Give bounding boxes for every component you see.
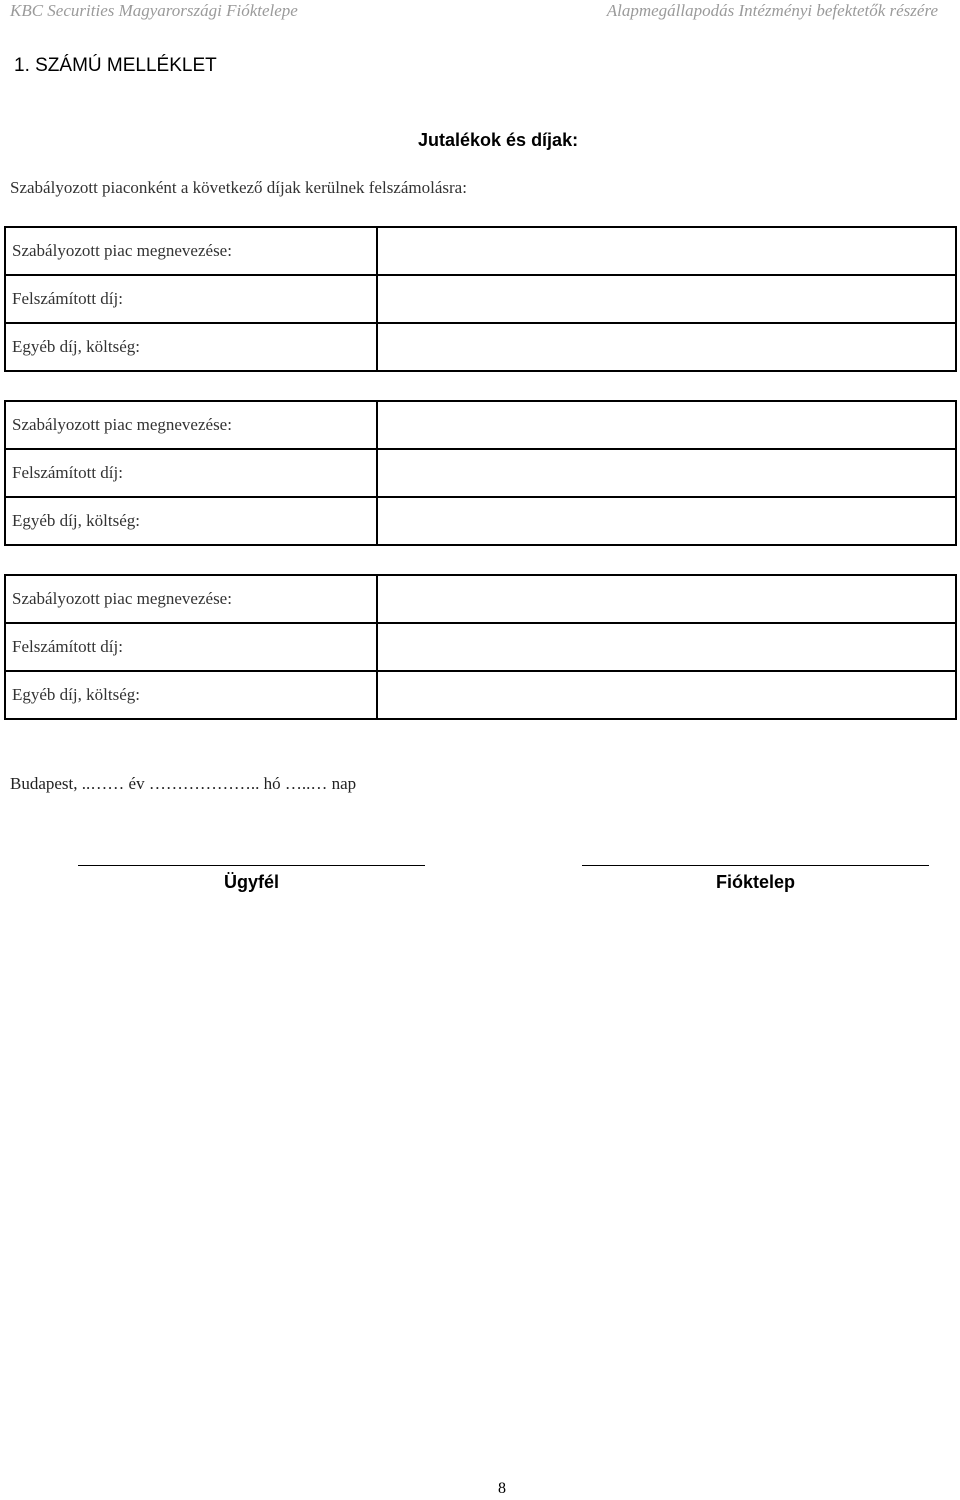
market-name-field[interactable]: [377, 227, 956, 275]
table-row: [5, 275, 956, 323]
other-fee-label: Egyéb díj, költség:: [5, 671, 377, 719]
table-row: [5, 401, 956, 449]
branch-signature-block: [582, 865, 929, 893]
place-date-line: Budapest, ..…… év ……………….. hó …..… nap: [10, 774, 357, 793]
branch-signature-label: Fióktelep: [715, 872, 795, 892]
charged-fee-field[interactable]: [377, 449, 956, 497]
charged-fee-label: Felszámított díj:: [5, 623, 377, 671]
table-row: [5, 227, 956, 275]
client-signature-line: [78, 865, 425, 866]
table-row: [5, 671, 956, 719]
fee-table-3: [4, 574, 957, 720]
fee-table-1: [4, 226, 957, 372]
charged-fee-label: Felszámított díj:: [5, 275, 377, 323]
intro-text: Szabályozott piaconként a következő díjak kerülnek felszámolásra:: [10, 178, 467, 197]
table-row: [5, 449, 956, 497]
branch-signature-line: [582, 865, 929, 866]
table-row: [5, 623, 956, 671]
table-row: [5, 323, 956, 371]
other-fee-field[interactable]: [377, 323, 956, 371]
other-fee-label: Egyéb díj, költség:: [5, 323, 377, 371]
market-name-label: Szabályozott piac megnevezése:: [5, 575, 377, 623]
header-left: KBC Securities Magyarországi Fióktelepe: [10, 1, 298, 20]
client-signature-block: [78, 865, 425, 893]
header-right: Alapmegállapodás Intézményi befektetők részére: [606, 1, 938, 20]
other-fee-field[interactable]: [377, 497, 956, 545]
market-name-field[interactable]: [377, 575, 956, 623]
charged-fee-label: Felszámított díj:: [5, 449, 377, 497]
charged-fee-field[interactable]: [377, 275, 956, 323]
other-fee-label: Egyéb díj, költség:: [5, 497, 377, 545]
table-row: [5, 575, 956, 623]
page-number: 8: [498, 1480, 506, 1497]
section-title: Jutalékok és díjak:: [418, 130, 579, 150]
running-header: [0, 0, 960, 28]
charged-fee-field[interactable]: [377, 623, 956, 671]
client-signature-label: Ügyfél: [223, 872, 279, 892]
market-name-label: Szabályozott piac megnevezése:: [5, 227, 377, 275]
market-name-field[interactable]: [377, 401, 956, 449]
market-name-label: Szabályozott piac megnevezése:: [5, 401, 377, 449]
annex-title: 1. SZÁMÚ MELLÉKLET: [14, 55, 217, 76]
other-fee-field[interactable]: [377, 671, 956, 719]
fee-table-2: [4, 400, 957, 546]
table-row: [5, 497, 956, 545]
